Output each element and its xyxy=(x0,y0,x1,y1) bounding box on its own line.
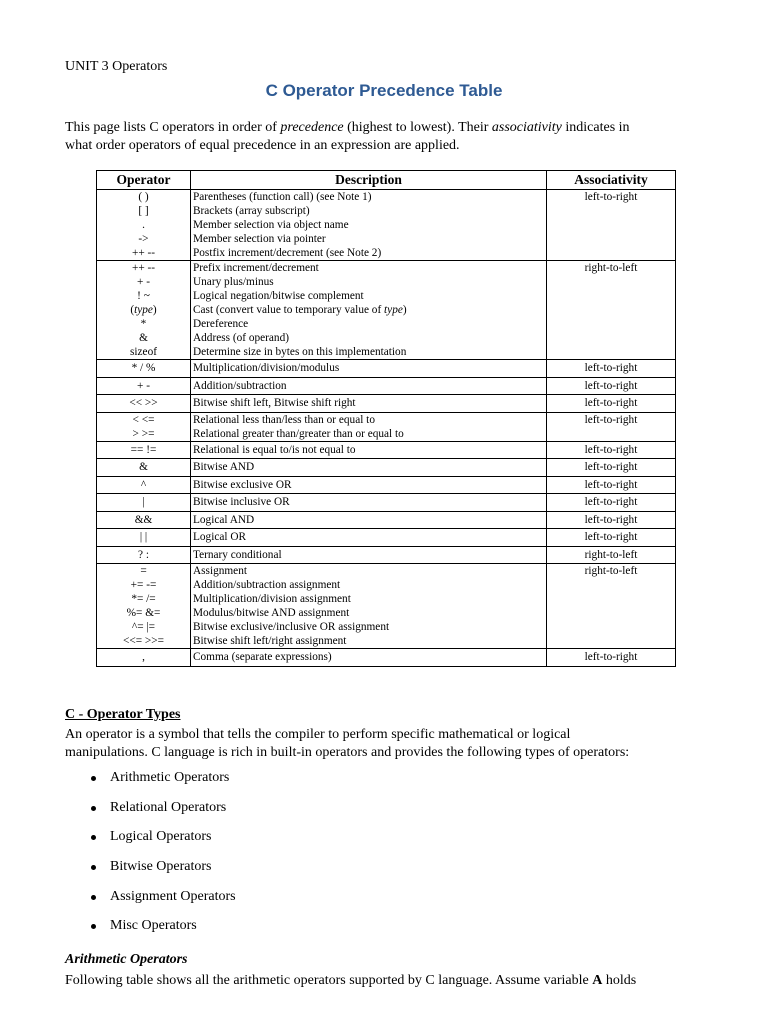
associativity-cell xyxy=(547,476,676,494)
list-item-label: Logical Operators xyxy=(110,829,212,845)
precedence-table xyxy=(96,170,676,667)
list-item-label: Misc Operators xyxy=(110,918,197,934)
associativity-text: left-to-right xyxy=(584,413,638,426)
associativity-cell xyxy=(547,529,676,547)
operator-symbol: ( ) xyxy=(138,191,149,203)
operator-symbol: ++ -- xyxy=(131,262,156,274)
operator-symbol: ++ -- xyxy=(131,247,156,259)
operator-symbol: & xyxy=(139,461,148,473)
table-header-row xyxy=(97,171,676,190)
operator-symbol: = xyxy=(140,565,147,577)
intro-line-2: what order operators of equal precedence in an expression are applied. xyxy=(65,137,460,153)
description-text: Prefix increment/decrement xyxy=(193,262,319,274)
table-row xyxy=(97,649,676,667)
list-item-label: Arithmetic Operators xyxy=(110,770,230,785)
associativity-text: left-to-right xyxy=(584,513,638,526)
description-text: Member selection via object name xyxy=(193,219,349,231)
arithmetic-heading: Arithmetic Operators xyxy=(65,952,188,967)
operator-symbol: *= /= xyxy=(131,593,156,605)
bullet-icon xyxy=(91,776,96,781)
list-item xyxy=(65,887,236,917)
operator-symbol: [ ] xyxy=(138,205,149,217)
description-cell xyxy=(191,494,547,512)
associativity-cell xyxy=(547,649,676,667)
operator-symbol: << >> xyxy=(129,397,158,409)
associativity-text: left-to-right xyxy=(584,191,638,203)
bullet-icon xyxy=(91,924,96,929)
description-cell xyxy=(191,459,547,477)
table-row xyxy=(97,441,676,459)
operator-symbol: (type) xyxy=(130,304,157,316)
operator-symbol: ^= |= xyxy=(131,621,156,633)
list-item xyxy=(65,827,236,857)
operator-symbol: & xyxy=(139,332,148,344)
description-cell xyxy=(191,476,547,494)
operator-cell xyxy=(97,441,191,459)
table-row xyxy=(97,564,676,649)
description-cell xyxy=(191,546,547,564)
description-cell xyxy=(191,360,547,378)
associativity-cell xyxy=(547,261,676,360)
associativity-text: left-to-right xyxy=(584,443,638,456)
associativity-cell xyxy=(547,412,676,441)
operator-cell xyxy=(97,412,191,441)
operator-symbol: + - xyxy=(137,276,150,288)
operator-symbol: <<= >>= xyxy=(122,635,165,647)
description-text: Assignment xyxy=(193,565,247,577)
table-row xyxy=(97,190,676,261)
associativity-cell xyxy=(547,441,676,459)
associativity-cell xyxy=(547,494,676,512)
associativity-text: left-to-right xyxy=(584,496,638,508)
header-operator: Operator xyxy=(97,171,191,190)
operator-symbol: < <= xyxy=(132,413,155,426)
table-row xyxy=(97,412,676,441)
description-text: Relational less than/less than or equal to xyxy=(193,413,375,426)
operator-types-list xyxy=(65,768,236,946)
description-text: Cast (convert value to temporary value of type) xyxy=(193,304,407,316)
description-text: Relational is equal to/is not equal to xyxy=(193,443,356,456)
list-item xyxy=(65,798,236,828)
operator-cell xyxy=(97,395,191,413)
operator-symbol: %= &= xyxy=(126,607,161,619)
associativity-text: left-to-right xyxy=(584,478,638,491)
associativity-text: left-to-right xyxy=(584,397,638,409)
description-text: Address (of operand) xyxy=(193,332,289,344)
associativity-text: right-to-left xyxy=(584,565,638,577)
table-row xyxy=(97,395,676,413)
operator-cell xyxy=(97,459,191,477)
description-text: Postfix increment/decrement (see Note 2) xyxy=(193,247,382,259)
description-text: Modulus/bitwise AND assignment xyxy=(193,607,350,619)
operator-symbol: && xyxy=(134,513,153,526)
operator-symbol: ! ~ xyxy=(137,290,150,302)
bullet-icon xyxy=(91,806,96,811)
table-row xyxy=(97,546,676,564)
description-text: Bitwise shift left, Bitwise shift right xyxy=(193,397,356,409)
description-text: Parentheses (function call) (see Note 1) xyxy=(193,191,372,203)
page-title: C Operator Precedence Table xyxy=(265,81,503,100)
description-text: Addition/subtraction xyxy=(193,379,287,392)
list-item-label: Relational Operators xyxy=(110,799,227,815)
operator-cell xyxy=(97,476,191,494)
description-text: Multiplication/division assignment xyxy=(193,593,351,605)
associativity-text: left-to-right xyxy=(584,651,638,663)
associativity-cell xyxy=(547,564,676,649)
table-row xyxy=(97,476,676,494)
associativity-text: right-to-left xyxy=(584,548,638,561)
list-item xyxy=(65,857,236,887)
associativity-text: left-to-right xyxy=(584,461,638,473)
associativity-cell xyxy=(547,511,676,529)
list-item-label: Assignment Operators xyxy=(110,888,236,904)
table-row xyxy=(97,360,676,378)
description-text: Bitwise inclusive OR xyxy=(193,496,290,508)
description-text: Addition/subtraction assignment xyxy=(193,579,341,591)
list-item xyxy=(65,916,236,946)
associativity-cell xyxy=(547,395,676,413)
description-cell xyxy=(191,649,547,667)
bullet-icon xyxy=(91,835,96,840)
description-cell xyxy=(191,190,547,261)
operator-symbol: , xyxy=(142,651,145,663)
operator-symbol: += -= xyxy=(130,579,157,591)
description-text: Multiplication/division/modulus xyxy=(193,362,340,374)
description-cell xyxy=(191,511,547,529)
operator-cell xyxy=(97,546,191,564)
associativity-cell xyxy=(547,459,676,477)
operator-symbol: . xyxy=(142,219,145,231)
operator-symbol: == != xyxy=(130,443,157,456)
description-text: Bitwise exclusive/inclusive OR assignment xyxy=(193,621,390,633)
operator-cell xyxy=(97,261,191,360)
description-text: Dereference xyxy=(193,318,249,330)
operator-cell xyxy=(97,649,191,667)
operator-symbol: * / % xyxy=(131,362,156,374)
header-description: Description xyxy=(191,171,547,190)
table-row xyxy=(97,529,676,547)
description-cell xyxy=(191,261,547,360)
associativity-cell xyxy=(547,360,676,378)
operator-symbol: | xyxy=(142,496,145,508)
operator-cell xyxy=(97,564,191,649)
operator-symbol: ^ xyxy=(140,478,147,491)
list-item xyxy=(65,768,236,798)
operator-types-paragraph: An operator is a symbol that tells the compiler to perform specific mathematical or logical manipulations. C language is rich in built-in operators and provides the following types of operators: xyxy=(65,727,630,760)
description-cell xyxy=(191,441,547,459)
table-row xyxy=(97,459,676,477)
table-row xyxy=(97,261,676,360)
description-text: Logical AND xyxy=(193,513,255,526)
operator-symbol: * xyxy=(140,318,147,330)
description-cell xyxy=(191,395,547,413)
header-associativity: Associativity xyxy=(547,171,676,190)
operator-cell xyxy=(97,494,191,512)
operator-symbol: -> xyxy=(138,233,149,245)
table-row xyxy=(97,511,676,529)
operator-symbol: > >= xyxy=(132,427,155,440)
description-cell xyxy=(191,377,547,395)
operator-cell xyxy=(97,529,191,547)
associativity-text: right-to-left xyxy=(584,262,638,274)
associativity-text: left-to-right xyxy=(584,379,638,392)
table-row xyxy=(97,494,676,512)
operator-cell xyxy=(97,511,191,529)
unit-title: UNIT 3 Operators xyxy=(65,59,168,74)
description-text: Logical OR xyxy=(193,531,247,543)
description-text: Unary plus/minus xyxy=(193,276,274,288)
intro-line-1: This page lists C operators in order of precedence (highest to lowest). Their associativity indicates in xyxy=(65,120,630,135)
table-row xyxy=(97,377,676,395)
intro-paragraph xyxy=(65,119,705,154)
description-text: Ternary conditional xyxy=(193,548,282,561)
description-text: Determine size in bytes on this implementation xyxy=(193,346,407,358)
associativity-cell xyxy=(547,377,676,395)
description-text: Brackets (array subscript) xyxy=(193,205,310,217)
description-text: Bitwise AND xyxy=(193,461,255,473)
description-text: Comma (separate expressions) xyxy=(193,651,332,663)
associativity-cell xyxy=(547,546,676,564)
description-text: Bitwise exclusive OR xyxy=(193,478,292,491)
description-text: Logical negation/bitwise complement xyxy=(193,290,364,302)
operator-cell xyxy=(97,360,191,378)
list-item-label: Bitwise Operators xyxy=(110,859,212,875)
description-text: Member selection via pointer xyxy=(193,233,326,245)
arithmetic-paragraph: Following table shows all the arithmetic operators supported by C language. Assume variable A holds xyxy=(65,973,637,988)
operator-symbol: | | xyxy=(139,531,148,543)
description-cell xyxy=(191,412,547,441)
operator-cell xyxy=(97,190,191,261)
operator-symbol: + - xyxy=(137,379,150,392)
operator-cell xyxy=(97,377,191,395)
bullet-icon xyxy=(91,895,96,900)
operator-symbol: sizeof xyxy=(130,346,157,358)
associativity-cell xyxy=(547,190,676,261)
associativity-text: left-to-right xyxy=(584,362,638,374)
associativity-text: left-to-right xyxy=(584,531,638,543)
description-cell xyxy=(191,529,547,547)
operator-symbol: ? : xyxy=(138,548,149,561)
description-cell xyxy=(191,564,547,649)
bullet-icon xyxy=(91,865,96,870)
description-text: Relational greater than/greater than or equal to xyxy=(193,427,404,440)
operator-types-heading: C - Operator Types xyxy=(65,707,181,722)
description-text: Bitwise shift left/right assignment xyxy=(193,635,347,647)
